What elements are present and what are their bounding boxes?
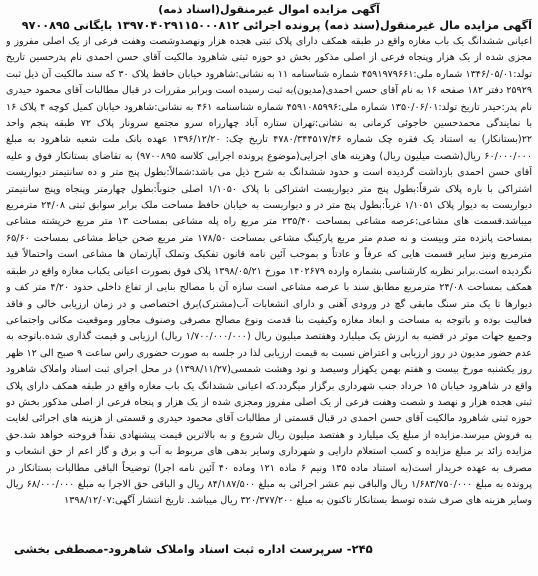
notice-subtitle: آگهی مزایده مال غیرمنقول(سند ذمه) پرونده اجرائی ۱۳۹۷۰۴۰۲۹۱۱۵۰۰۰۸۱۲ بایگانی ۹۷۰۰۸۹۵ (21, 19, 532, 32)
publication-date: تاریخ انتشار آگهی:۱۳۹۸/۱۲/۰۷ (64, 495, 185, 507)
notice-body (6, 34, 532, 540)
notice-title: آگهی مزایده اموال غیرمنقول(اسناد ذمه) (158, 3, 380, 16)
notice-signature: ۲۴۵- سرپرست اداره ثبت اسناد واملاک شاهرود-مصطفی بخشی (14, 542, 373, 556)
notice-body-text: اعیانی ششدانگ یک باب مغازه واقع در طبقه همکف دارای پلاک ثبتی هجده هزار ونهصدوشصت وهفت فرعی از یک اصلی مفروز و مجزی شده از یک هزار وپنجاه فرعی از اصلی مذکور بخش دو حوزه ثبتی شاهرود مالکیت آقای حسن احمدی نام پدرحسین تاریخ تولد:۱۳۴۶/۰۵/۰۱ شماره ملی:۴۵۹۱۹۷۹۶۶۱ شماره شناسنامه ۱۱ به نشانی:شاهرود خیابان حافظ پلاک ۳۰ که سند مالکیت آن ذیل ثبت ۲۵۹۲۹ دفتر ۱۸۲ صفحه ۱۶ به نام آقای حسن احمدی(مدیون)به ثبت رسیده است وبرابر مقررات در قبال مطالبات آقای محمود حیدری نام پدر:حیدر تاریخ تولد:۱۳۵۰/۰۶/۰۱ شماره ملی:۴۵۹۱۰۸۵۹۹۶ شماره شناسنامه ۴۶۱ به نشانی:شاهرود خیابان کمیل کوچه ۴ پلاک ۱۶ با نمایندگی محمدحسین خاجوئی کرمانی به نشانی:تهران ستاره آباد چهارراه سرو مجتمع سرونار پلاک ۷۲ طبقه پنجم واحد ۲۲(بستانکار) به استناد یک فقره چک شماره ۴۷۸۰/۳۴۴۵۱۷/۴۶ تاریخ چک: ۱۳۹۶/۱۲/۲۰ عهده بانک ملت شعبه شاهرود به مبلغ ۶۰/۰۰۰/۰۰۰ ریال(شصت میلیون ریال) وهزینه های اجرایی(موضوع پرونده اجرایی کلاسه ۹۷۰۰۸۹۵) به تقاضای بستانکار فوق و علیه آقای حسن احمدی بازداشت گردیده است و حدود ششدانگ به شرح ذیل می باشد:شمالاً:بطول پنج متر و ده سانتیمتر دیواریست اشتراکی با باره پلاک شرقاً:بطول پنج متر دیواریست اشتراکی با پلاک ۱/۱۰۵۰ اصلی جنوباً:بطول چهارمتر وپنجاه وپنج سانتیمتر دیواریست به دیوار پلاک ۱/۱۰۵۱ غرباً:بطول پنج متر در و دیواریست به خیابان حافظ مساحت ملک برابر سوابق ثبتی ۲۴/۰۸ مترمربع میباشد.قسمت های مشاعی:عرصه مشاعی بمساحت ۲۳۵/۴۰ متر مربع راه پله مشاعی بمساحت ۱۳ متر مربع خرپشته مشاعی بمساحت پانزده متر وبیست و نه صدم متر مربع پارکینگ مشاعی بمساحت ۱۷۸/۵۰ متر مربع صحن حیاط مشاعی بمساحت ۶۵/۶۰ مترمربع ونیز سایر قسمت هایی که عرفاً و عادتاً و بموجب آئین نامه قانون تفکیک وتملک آپارتمان ها مشاعی است واحتمالاً قید نگردیده است.برابر نظریه کارشناسی بشماره وارده ۱۴۰۲۶۷۹ مورخ ۱۳۹۸/۰۵/۲۱ پلاک فوق بصورت اعیانی یکباب مغازه واقع در طبقه همکف بمساحت ۲۴/۰۸ مترمربع مطابق سند با عرصه مشاعی است سازه آن با مصالح بنایی از تفاع داخلی حدود ۴/۲۰ متر کف و دیوارها تا یک متر سنگ مابقی گچ در ورودی آهنی و دارای انشعابات آب(مشترک)برق اختصاصی و در زمان ارزیابی خالی و فاقد فعالیت بوده و باتوجه به مساحت و ابعاد مغازه وکیفیت بنا قدمت ونوع مصالح مصرفی وصنوف مجاور وموقعیت مکانی واجتماعی وجمیع جهات موثر در قضیه به ارزش یک میلیارد وهفتصد میلیون ریال (۱/۷۰۰/۰۰۰/۰۰۰ ریال) ارزیابی و قیمت گذاری شده.باتوجه به عدم حضور مدیون در روز ارزیابی و اعتراض نسبت به قیمت ارزیابی لذا در جلسه به صورت حضوری راس ساعت ۹ صبح الی ۱۲ ظهر روز یکشنبه مورخ بیست و هفتم بهمن یکهزار وسیصد و نود وهشت شمسی(۱۳۹۸/۱۱/۲۷) در محل اجرای ثبت اسناد واملاک شاهرود واقع در شاهرود خیابان ۱۵ خرداد جنب شهرداری برگزار میگردد.که اعیانی ششدانگ یک باب مغازه واقع در طبقه همکف دارای پلاک ثبتی هجده هزار و نهصد و شصت وهفت فرعی از یک اصلی مفروز ومجزی شده از یک هزار و پنجاه فرعی از اصلی مذکور بخش دو حوزه ثبتی شاهرود مالکیت آقای حسن احمدی در قبال قسمتی از مطالبات آقای محمود حیدری و قسمتی از هزینه های اجرائی لغایت به فروش میرسد.مزایده از مبلغ یک میلیارد و هفتصد میلیون ریال شروع و به بالاترین قیمت پیشنهادی نقداً فروخته خواهد شد.حق مزایده زائد بر مبلغ مزایده و کسب استعلام دارایی و شهرداری وسایر بدهی های مربوط به آب و برق و گاز اعم از حق انشعاب و مصرف به عهده خریدار است(به استناد ماده ۱۳۵ ونیم ۶ ماده ۱۲۱ وماده ۴۰ آئین نامه اجرا) توضیحاً الباقی مطالبات بستانکار در پرونده به مبلغ ۱/۶۸۳/۷۵۰/۰۰۰ ریال والباقی نیم عشر اجرائی به مبلغ ۸۴/۱۸۷/۵۰۰ ریال و الباقی حق الاجرا به مبلغ ۶۸/۰۰۰/۰۰۰ ریال وسایر هزینه های صرف شده توسط بستانکار تاکنون به مبلغ ۳۲۰/۳۷۷/۲۰۰ ریال میباشد. (6, 36, 532, 507)
